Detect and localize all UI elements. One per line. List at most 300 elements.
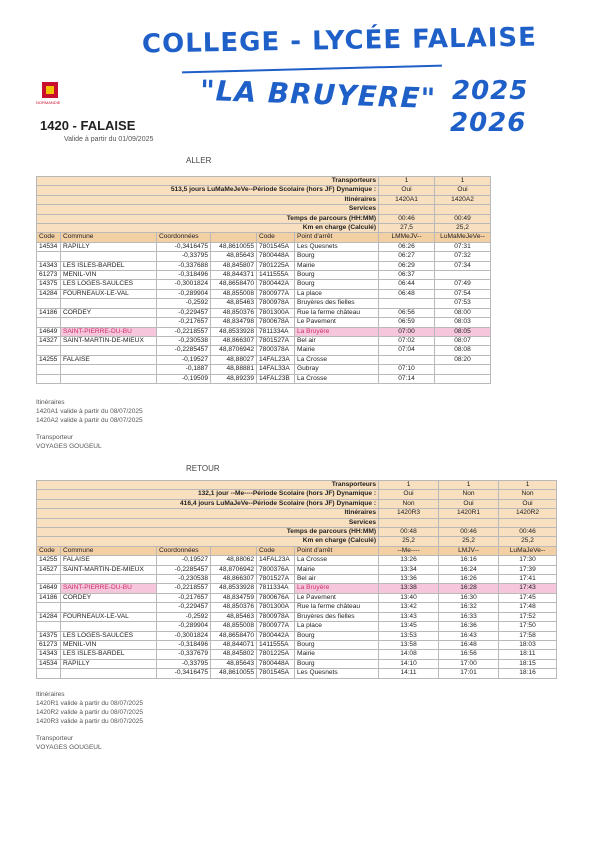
latitude: 48,845807 (211, 261, 257, 270)
departure-time: 14:11 (379, 669, 439, 678)
departure-time: 07:04 (379, 346, 435, 355)
commune-code: 14255 (37, 355, 61, 364)
longitude: -0,230538 (157, 336, 211, 345)
latitude: 48,850376 (211, 308, 257, 317)
departure-time: 07:10 (379, 365, 435, 374)
departure-time: 16:16 (439, 556, 499, 565)
departure-time: 07:31 (435, 242, 491, 251)
aller-header-value: 1420A2 (435, 195, 491, 204)
validity-date: Valide à partir du 01/09/2025 (64, 136, 154, 143)
stop-name: La Crosse (295, 355, 379, 364)
commune-code (37, 318, 61, 327)
retour-header-value: 1420R3 (379, 509, 439, 518)
handwritten-underline (182, 65, 442, 74)
commune-name: MENIL-VIN (61, 271, 157, 280)
retour-timetable (36, 480, 557, 679)
table-row (37, 346, 491, 355)
retour-header-row (37, 537, 557, 546)
departure-time: 17:52 (499, 612, 557, 621)
commune-name: LES ISLES-BARDEL (61, 261, 157, 270)
commune-name: SAINT-MARTIN-DE-MIEUX (61, 565, 157, 574)
retour-header-label: 416,4 jours LuMaJeVe--Période Scolaire (hors JF) Dynamique : (37, 499, 379, 508)
stop-code: 14FAL33A (257, 365, 295, 374)
stop-code: 7811334A (257, 584, 295, 593)
departure-time: 06:56 (379, 308, 435, 317)
table-row (37, 575, 557, 584)
table-row (37, 280, 491, 289)
retour-itinerary-line: 1420R2 valide à partir du 08/07/2025 (36, 709, 143, 716)
retour-column-header: Code (37, 546, 61, 555)
aller-itinerary-line: 1420A2 valide à partir du 08/07/2025 (36, 417, 143, 424)
aller-column-header-row (37, 233, 491, 242)
commune-name: FALAISE (61, 355, 157, 364)
stop-code: 7800448A (257, 659, 295, 668)
table-row (37, 299, 491, 308)
departure-time: 16:36 (439, 622, 499, 631)
aller-header-label: Transporteurs (37, 177, 379, 186)
page-title: 1420 - FALAISE (40, 118, 136, 133)
retour-header-label: Temps de parcours (HH:MM) (37, 528, 379, 537)
commune-code (37, 299, 61, 308)
table-row (37, 242, 491, 251)
aller-column-header: Coordonnées (157, 233, 211, 242)
longitude: -0,318496 (157, 271, 211, 280)
departure-time: 13:43 (379, 612, 439, 621)
aller-header-row (37, 205, 491, 214)
aller-heading: ALLER (186, 156, 212, 165)
departure-time: 08:00 (435, 308, 491, 317)
stop-name: Le Pavement (295, 318, 379, 327)
departure-time: 13:40 (379, 593, 439, 602)
longitude: -0,2218557 (157, 327, 211, 336)
longitude: -0,337688 (157, 261, 211, 270)
stop-name: Bourg (295, 659, 379, 668)
handwritten-establishment-name: "LA BRUYERE" (199, 73, 437, 116)
stop-name: Bel air (295, 575, 379, 584)
departure-time: 18:16 (499, 669, 557, 678)
region-logo-text: NORMANDIE (36, 100, 61, 105)
departure-time: 06:27 (379, 252, 435, 261)
retour-header-value: Non (439, 490, 499, 499)
table-row (37, 565, 557, 574)
retour-header-value: Non (499, 490, 557, 499)
longitude: -0,2285457 (157, 565, 211, 574)
aller-header-row (37, 195, 491, 204)
longitude: -0,2218557 (157, 584, 211, 593)
stop-name: La place (295, 622, 379, 631)
aller-header-value (379, 205, 435, 214)
table-row (37, 374, 491, 383)
commune-code: 14375 (37, 631, 61, 640)
stop-name: Bel air (295, 336, 379, 345)
table-row (37, 261, 491, 270)
departure-time: 13:42 (379, 603, 439, 612)
latitude: 48,855008 (211, 289, 257, 298)
aller-itineraries-title: Itinéraires (36, 399, 65, 406)
commune-name (61, 669, 157, 678)
retour-header-value (499, 518, 557, 527)
stop-code: 14FAL23A (257, 355, 295, 364)
commune-name (61, 318, 157, 327)
handwritten-school-name: COLLEGE - LYCÉE FALAISE (141, 22, 538, 60)
retour-header-label: Km en charge (Calculé) (37, 537, 379, 546)
latitude: 48,88881 (211, 365, 257, 374)
stop-code: 14FAL23A (257, 556, 295, 565)
stop-code: 7801225A (257, 650, 295, 659)
retour-notes (36, 690, 143, 752)
departure-time: 18:15 (499, 659, 557, 668)
departure-time: 06:48 (379, 289, 435, 298)
retour-header-value: 00:46 (439, 528, 499, 537)
departure-time: 13:26 (379, 556, 439, 565)
aller-header-row (37, 224, 491, 233)
departure-time: 17:45 (499, 593, 557, 602)
commune-name (61, 365, 157, 374)
retour-header-value: 1420R1 (439, 509, 499, 518)
stop-name: Bourg (295, 280, 379, 289)
table-row (37, 659, 557, 668)
departure-time: 06:29 (379, 261, 435, 270)
stop-name: La Bruyère (295, 327, 379, 336)
retour-itinerary-line: 1420R1 valide à partir du 08/07/2025 (36, 700, 143, 707)
longitude: -0,3001824 (157, 280, 211, 289)
retour-column-header: Coordonnées (157, 546, 211, 555)
retour-itinerary-line: 1420R3 valide à partir du 08/07/2025 (36, 718, 143, 725)
commune-name: SAINT-MARTIN-DE-MIEUX (61, 336, 157, 345)
longitude: -0,3416475 (157, 669, 211, 678)
departure-time: 16:26 (439, 575, 499, 584)
departure-time: 08:08 (435, 346, 491, 355)
retour-header-row (37, 518, 557, 527)
aller-header-label: Itinéraires (37, 195, 379, 204)
aller-header-value: 1420A1 (379, 195, 435, 204)
retour-header-label: Transporteurs (37, 481, 379, 490)
departure-time: 17:58 (499, 631, 557, 640)
stop-code: 7801225A (257, 261, 295, 270)
stop-code: 1411555A (257, 640, 295, 649)
latitude: 48,8610055 (211, 242, 257, 251)
table-row (37, 556, 557, 565)
aller-column-header: Code (257, 233, 295, 242)
commune-code: 14649 (37, 584, 61, 593)
departure-time: 07:49 (435, 280, 491, 289)
departure-time: 08:03 (435, 318, 491, 327)
table-row (37, 622, 557, 631)
table-row (37, 603, 557, 612)
commune-name: FOURNEAUX-LE-VAL (61, 289, 157, 298)
stop-code: 7800676A (257, 593, 295, 602)
stop-name: Bruyères des fielles (295, 299, 379, 308)
aller-header-value: 1 (379, 177, 435, 186)
aller-header-value: 25,2 (435, 224, 491, 233)
commune-code: 14649 (37, 327, 61, 336)
departure-time: 14:10 (379, 659, 439, 668)
departure-time: 07:00 (379, 327, 435, 336)
stop-code: 7811334A (257, 327, 295, 336)
commune-code: 14534 (37, 242, 61, 251)
retour-header-label: Services (37, 518, 379, 527)
commune-code: 61273 (37, 640, 61, 649)
commune-code (37, 346, 61, 355)
retour-carrier: VOYAGES GOUGEUL (36, 744, 102, 751)
aller-itinerary-line: 1420A1 valide à partir du 08/07/2025 (36, 408, 143, 415)
commune-code (37, 252, 61, 261)
longitude: -0,1887 (157, 365, 211, 374)
commune-name: LES LOGES-SAULCES (61, 631, 157, 640)
commune-code: 14255 (37, 556, 61, 565)
commune-name: CORDEY (61, 593, 157, 602)
aller-column-header: LuMaMeJeVe-- (435, 233, 491, 242)
stop-name: Rue la ferme château (295, 603, 379, 612)
departure-time: 18:03 (499, 640, 557, 649)
longitude: -0,230538 (157, 575, 211, 584)
longitude: -0,289904 (157, 289, 211, 298)
commune-name: MENIL-VIN (61, 640, 157, 649)
departure-time: 08:05 (435, 327, 491, 336)
commune-name: CORDEY (61, 308, 157, 317)
departure-time (435, 374, 491, 383)
aller-header-label: 513,5 jours LuMaMeJeVe--Période Scolaire (hors JF) Dynamique : (37, 186, 379, 195)
table-row (37, 593, 557, 602)
longitude: -0,33795 (157, 659, 211, 668)
stop-code: 7801527A (257, 575, 295, 584)
latitude: 48,88062 (211, 556, 257, 565)
longitude: -0,217657 (157, 593, 211, 602)
commune-code: 14343 (37, 261, 61, 270)
commune-name (61, 346, 157, 355)
aller-header-label: Km en charge (Calculé) (37, 224, 379, 233)
commune-name: SAINT-PIERRE-DU-BU (61, 327, 157, 336)
retour-column-header (211, 546, 257, 555)
longitude: -0,337679 (157, 650, 211, 659)
departure-time: 17:01 (439, 669, 499, 678)
departure-time: 16:24 (439, 565, 499, 574)
departure-time: 16:28 (439, 584, 499, 593)
retour-column-header: LMJV-- (439, 546, 499, 555)
handwritten-year-end: 2026 (450, 108, 527, 138)
region-logo-icon (42, 82, 58, 98)
latitude: 48,844371 (211, 271, 257, 280)
departure-time: 16:56 (439, 650, 499, 659)
stop-name: Bourg (295, 252, 379, 261)
table-row (37, 336, 491, 345)
departure-time: 16:43 (439, 631, 499, 640)
retour-header-row (37, 490, 557, 499)
latitude: 48,8706942 (211, 565, 257, 574)
departure-time: 17:43 (499, 584, 557, 593)
table-row (37, 631, 557, 640)
aller-header-value: Oui (435, 186, 491, 195)
longitude: -0,33795 (157, 252, 211, 261)
latitude: 48,866307 (211, 575, 257, 584)
aller-header-row (37, 177, 491, 186)
latitude: 48,866307 (211, 336, 257, 345)
latitude: 48,855008 (211, 622, 257, 631)
aller-column-header: Commune (61, 233, 157, 242)
commune-code: 14534 (37, 659, 61, 668)
retour-header-value: 1 (499, 481, 557, 490)
stop-code: 7800977A (257, 622, 295, 631)
commune-name: SAINT-PIERRE-DU-BU (61, 584, 157, 593)
departure-time (379, 299, 435, 308)
aller-header-label: Temps de parcours (HH:MM) (37, 214, 379, 223)
aller-column-header: LMMeJV-- (379, 233, 435, 242)
commune-code (37, 365, 61, 374)
commune-code: 14284 (37, 612, 61, 621)
retour-carrier-title: Transporteur (36, 735, 73, 742)
retour-header-value: Non (379, 499, 439, 508)
stop-code: 7800978A (257, 299, 295, 308)
stop-name: La Crosse (295, 374, 379, 383)
latitude: 48,844071 (211, 640, 257, 649)
retour-itineraries-title: Itinéraires (36, 691, 65, 698)
retour-header-value (379, 518, 439, 527)
aller-header-value: Oui (379, 186, 435, 195)
aller-header-row (37, 214, 491, 223)
aller-header-value: 27,5 (379, 224, 435, 233)
commune-code (37, 575, 61, 584)
departure-time: 13:34 (379, 565, 439, 574)
departure-time: 13:36 (379, 575, 439, 584)
latitude: 48,845802 (211, 650, 257, 659)
aller-header-value: 1 (435, 177, 491, 186)
longitude: -0,3001824 (157, 631, 211, 640)
departure-time: 07:53 (435, 299, 491, 308)
stop-code: 7800378A (257, 346, 295, 355)
retour-header-value: Oui (379, 490, 439, 499)
retour-heading: RETOUR (186, 464, 220, 473)
stop-name: Mairie (295, 261, 379, 270)
latitude: 48,8610055 (211, 669, 257, 678)
stop-name: Bruyères des fielles (295, 612, 379, 621)
retour-header-value: 1 (439, 481, 499, 490)
retour-column-header: --Me---- (379, 546, 439, 555)
commune-code: 14527 (37, 565, 61, 574)
commune-code (37, 622, 61, 631)
commune-code: 14343 (37, 650, 61, 659)
commune-code: 14186 (37, 593, 61, 602)
stop-code: 7800442A (257, 631, 295, 640)
longitude: -0,217657 (157, 318, 211, 327)
stop-name: Bourg (295, 271, 379, 280)
stop-code: 7800376A (257, 565, 295, 574)
table-row (37, 308, 491, 317)
commune-code (37, 603, 61, 612)
retour-column-header: Code (257, 546, 295, 555)
commune-name (61, 374, 157, 383)
stop-name: Bourg (295, 631, 379, 640)
latitude: 48,834798 (211, 318, 257, 327)
stop-name: Mairie (295, 650, 379, 659)
longitude: -0,2592 (157, 299, 211, 308)
table-row (37, 271, 491, 280)
departure-time: 06:37 (379, 271, 435, 280)
table-row (37, 327, 491, 336)
departure-time: 13:38 (379, 584, 439, 593)
longitude: -0,19527 (157, 556, 211, 565)
aller-header-label: Services (37, 205, 379, 214)
stop-name: Mairie (295, 346, 379, 355)
aller-column-header: Point d'arrêt (295, 233, 379, 242)
departure-time (379, 355, 435, 364)
aller-carrier: VOYAGES GOUGEUL (36, 443, 102, 450)
stop-code: 7801545A (257, 669, 295, 678)
departure-time: 13:58 (379, 640, 439, 649)
departure-time: 07:54 (435, 289, 491, 298)
commune-name: RAPILLY (61, 659, 157, 668)
commune-code: 14186 (37, 308, 61, 317)
stop-code: 7801545A (257, 242, 295, 251)
commune-name (61, 575, 157, 584)
table-row (37, 355, 491, 364)
stop-code: 7800442A (257, 280, 295, 289)
retour-column-header: Point d'arrêt (295, 546, 379, 555)
stop-name: La Bruyère (295, 584, 379, 593)
retour-header-value (439, 518, 499, 527)
latitude: 48,85463 (211, 299, 257, 308)
retour-header-value: 1420R2 (499, 509, 557, 518)
longitude: -0,2285457 (157, 346, 211, 355)
departure-time: 17:50 (499, 622, 557, 631)
stop-code: 7801300A (257, 603, 295, 612)
longitude: -0,318496 (157, 640, 211, 649)
table-row (37, 252, 491, 261)
retour-header-value: Oui (439, 499, 499, 508)
latitude: 48,85463 (211, 612, 257, 621)
table-row (37, 365, 491, 374)
stop-code: 7800978A (257, 612, 295, 621)
departure-time: 07:34 (435, 261, 491, 270)
longitude: -0,2592 (157, 612, 211, 621)
departure-time: 06:44 (379, 280, 435, 289)
departure-time: 08:20 (435, 355, 491, 364)
latitude: 48,8533928 (211, 584, 257, 593)
retour-header-value: 1 (379, 481, 439, 490)
stop-name: La place (295, 289, 379, 298)
longitude: -0,3416475 (157, 242, 211, 251)
longitude: -0,19509 (157, 374, 211, 383)
stop-code: 7800448A (257, 252, 295, 261)
latitude: 48,89239 (211, 374, 257, 383)
stop-name: La Crosse (295, 556, 379, 565)
retour-header-value: 25,2 (499, 537, 557, 546)
table-row (37, 612, 557, 621)
commune-name (61, 299, 157, 308)
commune-code (37, 374, 61, 383)
departure-time: 07:02 (379, 336, 435, 345)
stop-name: Les Quesnets (295, 242, 379, 251)
stop-name: Les Quesnets (295, 669, 379, 678)
commune-name (61, 622, 157, 631)
retour-header-label: 132,1 jour --Me----Période Scolaire (hors JF) Dynamique : (37, 490, 379, 499)
stop-code: 7801527A (257, 336, 295, 345)
commune-code: 14375 (37, 280, 61, 289)
departure-time: 07:14 (379, 374, 435, 383)
departure-time: 17:41 (499, 575, 557, 584)
commune-name (61, 603, 157, 612)
departure-time: 17:48 (499, 603, 557, 612)
commune-name: LES LOGES-SAULCES (61, 280, 157, 289)
aller-column-header (211, 233, 257, 242)
latitude: 48,85643 (211, 659, 257, 668)
stop-name: Rue la ferme château (295, 308, 379, 317)
table-row (37, 650, 557, 659)
table-row (37, 318, 491, 327)
commune-code (37, 669, 61, 678)
aller-notes (36, 398, 143, 451)
stop-code: 7800678A (257, 318, 295, 327)
stop-code: 7801300A (257, 308, 295, 317)
